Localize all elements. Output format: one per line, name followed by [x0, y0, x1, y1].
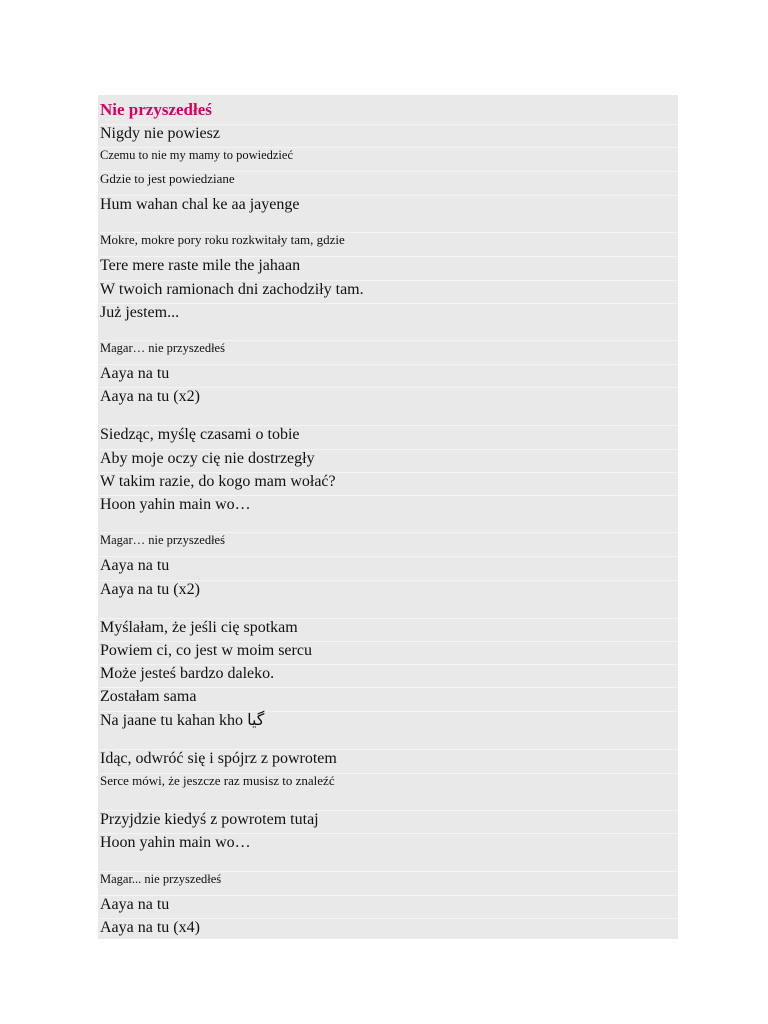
lyric-line: Już jestem... [100, 303, 678, 322]
lyric-line: Magar… nie przyszedłeś [100, 340, 678, 355]
lyric-line: W twoich ramionach dni zachodziły tam. [100, 280, 678, 299]
lyric-line: Aaya na tu (x2) [100, 387, 678, 406]
lyric-line: Aaya na tu [100, 556, 678, 575]
lyric-line: Idąc, odwróć się i spójrz z powrotem [100, 749, 678, 768]
lyric-line: Przyjdzie kiedyś z powrotem tutaj [100, 810, 678, 829]
lyric-line: Aaya na tu (x4) [100, 918, 678, 937]
lyric-line: Gdzie to jest powiedziane [100, 171, 678, 187]
lyric-line: Aby moje oczy cię nie dostrzegły [100, 449, 678, 468]
lyric-line: Aaya na tu (x2) [100, 580, 678, 599]
lyric-line: Hum wahan chal ke aa jayenge [100, 195, 678, 214]
lyric-line: Czemu to nie my mamy to powiedzieć [100, 147, 678, 162]
lyric-line: Hoon yahin main wo… [100, 833, 678, 852]
lyric-line: Tere mere raste mile the jahaan [100, 256, 678, 275]
lyric-line: Magar… nie przyszedłeś [100, 532, 678, 547]
lyric-line: Może jesteś bardzo daleko. [100, 664, 678, 683]
lyric-line: Aaya na tu [100, 364, 678, 383]
lyric-line: Nigdy nie powiesz [100, 124, 678, 143]
document-title: Nie przyszedłeś [100, 100, 212, 119]
lyric-line: Aaya na tu [100, 895, 678, 914]
lyric-line: Magar... nie przyszedłeś [100, 871, 678, 886]
lyric-line: Powiem ci, co jest w moim sercu [100, 641, 678, 660]
lyric-line: Mokre, mokre pory roku rozkwitały tam, gdzie [100, 232, 678, 248]
lyric-line: Myślałam, że jeśli cię spotkam [100, 618, 678, 637]
lyric-line: Zostałam sama [100, 687, 678, 706]
lyric-line: Serce mówi, że jeszcze raz musisz to znaleźć [100, 773, 678, 789]
lyric-line: Hoon yahin main wo… [100, 495, 678, 514]
lyric-line: W takim razie, do kogo mam wołać? [100, 472, 678, 491]
lyric-line: Na jaane tu kahan kho گیا [100, 711, 678, 730]
lyrics-document [98, 95, 678, 939]
lyric-line: Siedząc, myślę czasami o tobie [100, 425, 678, 444]
